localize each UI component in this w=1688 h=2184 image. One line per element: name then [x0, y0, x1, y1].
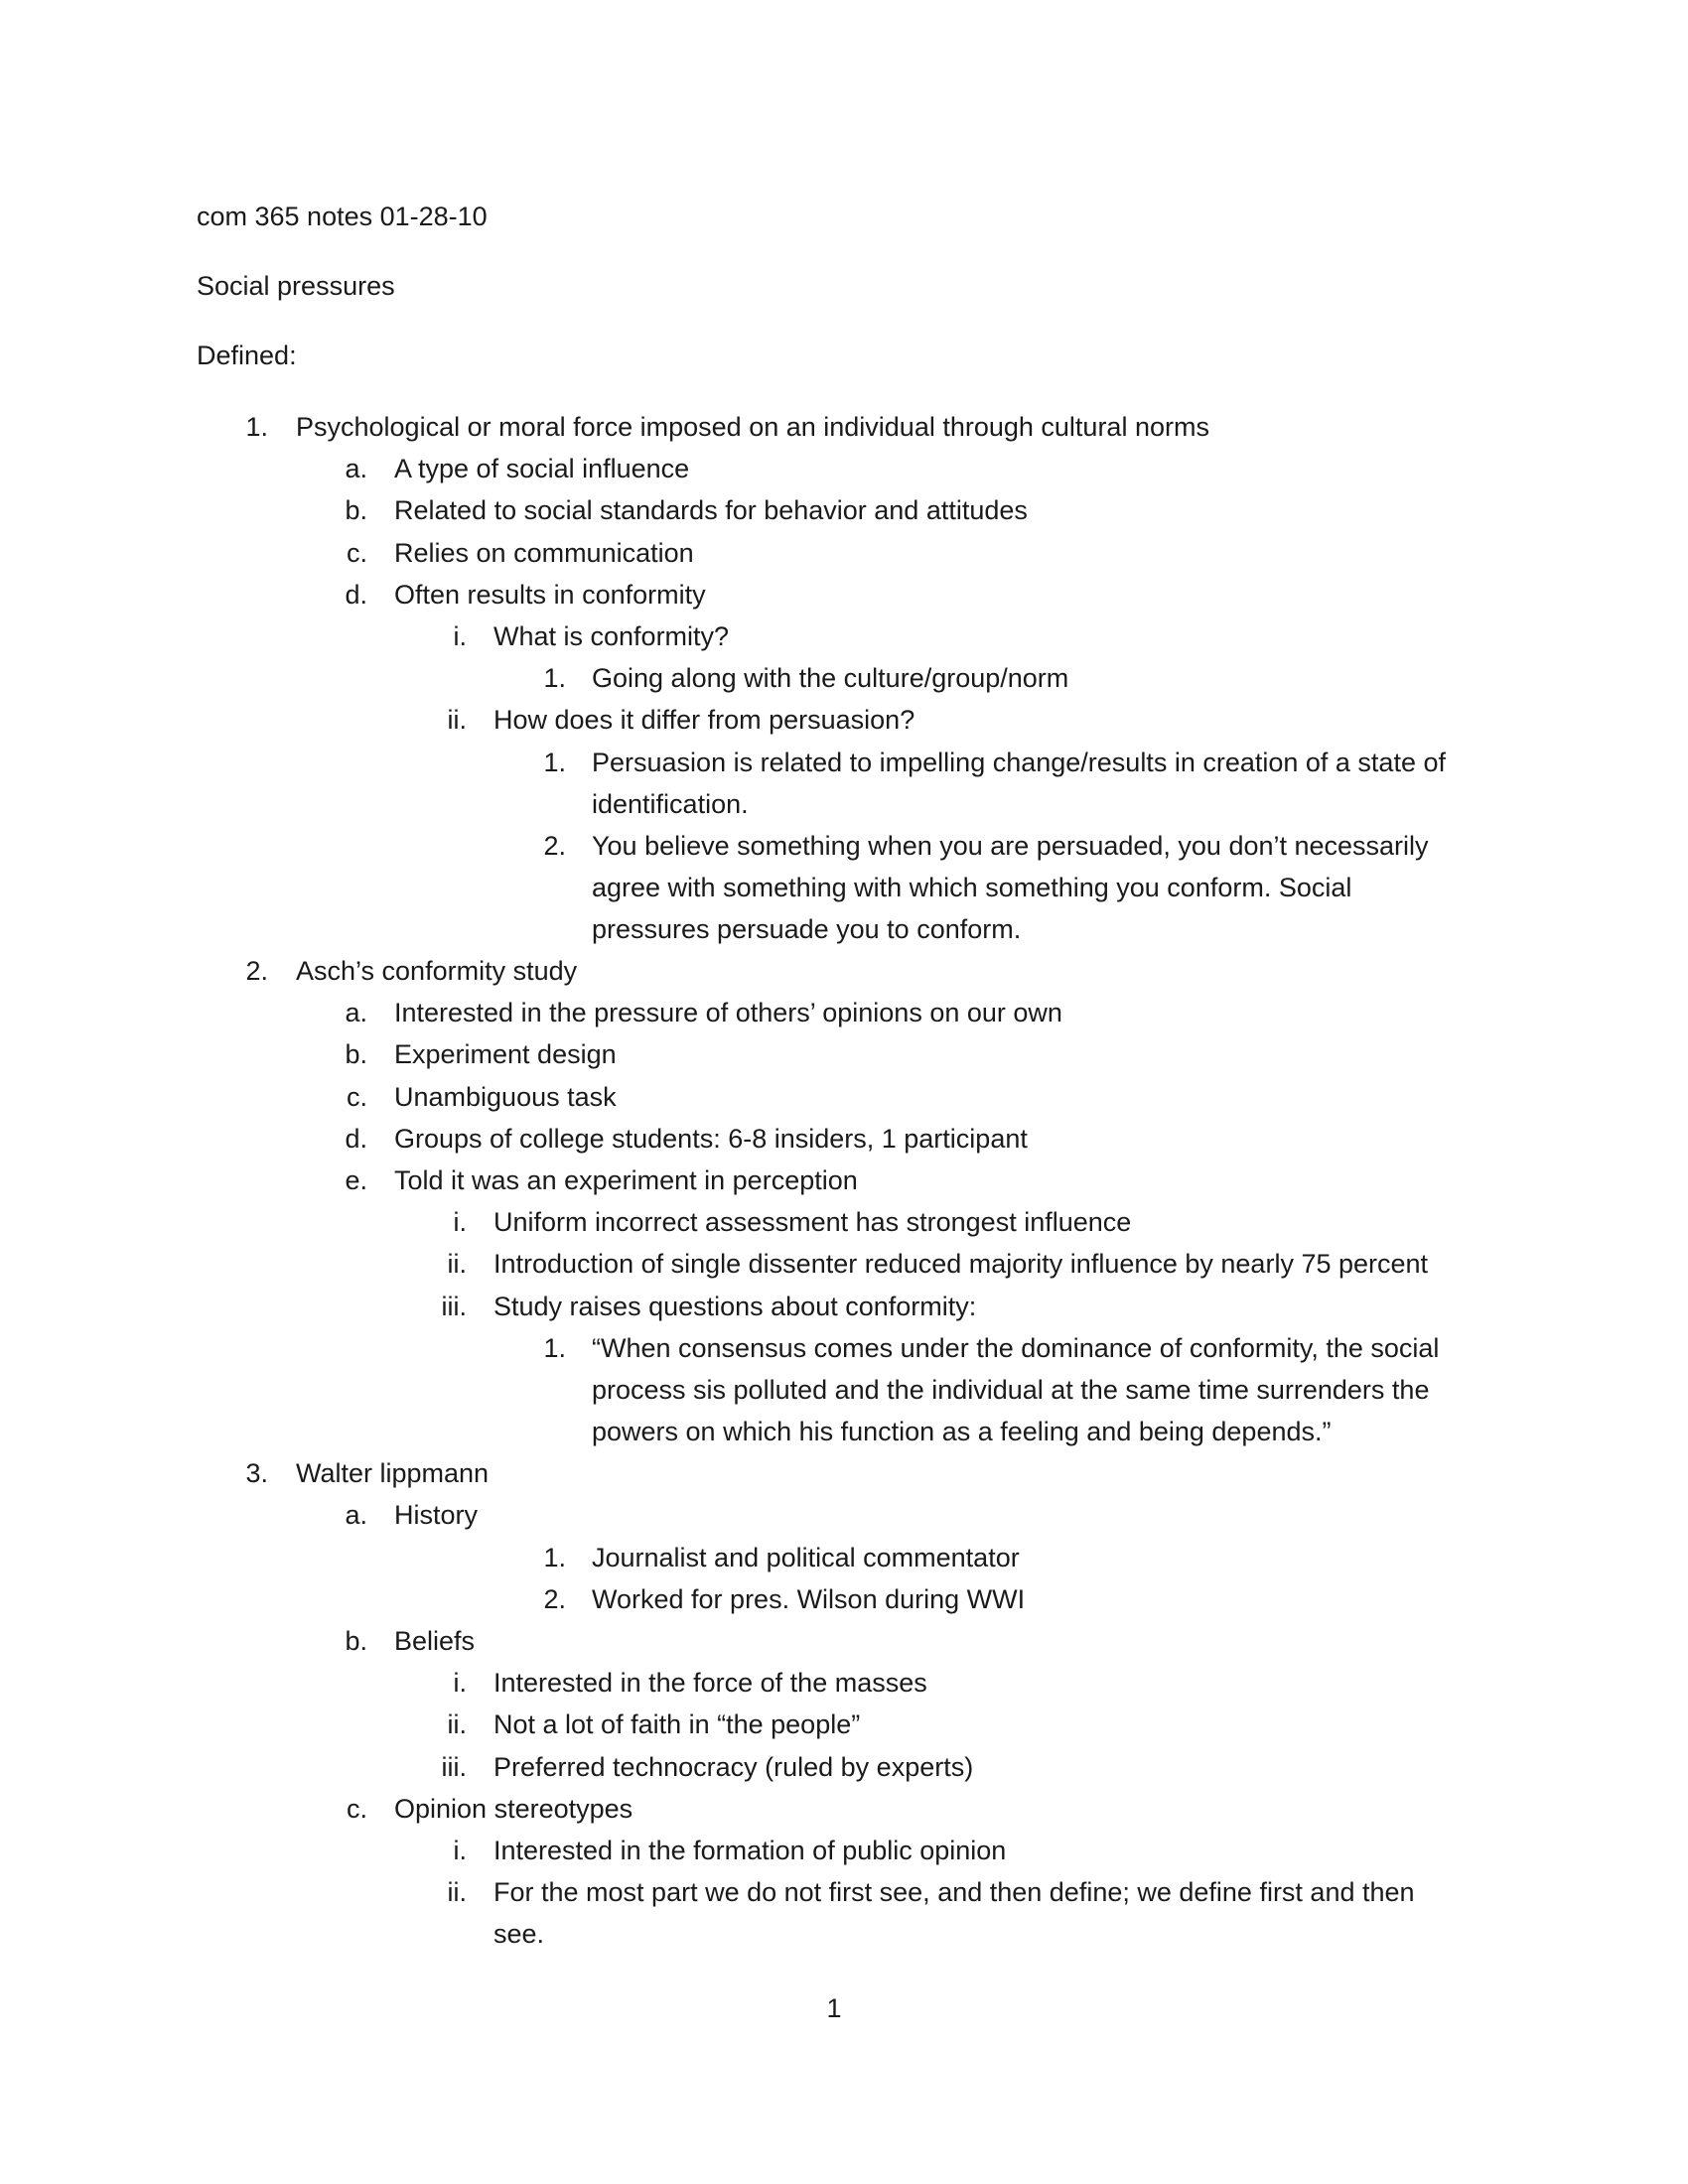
list-item-level3-continuation: see. [493, 1919, 545, 1949]
list-item-level2: Unambiguous task [394, 1082, 617, 1112]
list-item-level3: Interested in the force of the masses [493, 1668, 927, 1698]
list-item-level4-continuation: pressures persuade you to conform. [592, 914, 1022, 944]
list-marker: c. [346, 538, 367, 568]
list-item-level2: Told it was an experiment in perception [394, 1165, 858, 1195]
list-marker: i. [453, 1668, 467, 1698]
list-item-level2: Beliefs [394, 1626, 476, 1656]
list-marker: 2. [543, 831, 566, 861]
list-marker: 1. [543, 663, 566, 693]
list-marker: ii. [447, 1877, 467, 1907]
list-item-level2: Experiment design [394, 1039, 617, 1069]
list-item-level1: Psychological or moral force imposed on an individual through cultural norms [296, 412, 1209, 442]
list-item-level1: Asch’s conformity study [296, 956, 578, 986]
list-marker: 3. [245, 1458, 268, 1488]
list-marker: 1. [543, 748, 566, 777]
list-item-level2: Interested in the pressure of others’ opinions on our own [394, 998, 1062, 1027]
list-item-level4: Persuasion is related to impelling change/results in creation of a state of [592, 748, 1446, 777]
list-marker: ii. [447, 705, 467, 735]
list-marker: b. [345, 495, 367, 525]
list-item-level2: Relies on communication [394, 538, 694, 568]
list-marker: iii. [441, 1292, 467, 1321]
list-item-level3: Introduction of single dissenter reduced majority influence by nearly 75 percent [493, 1249, 1429, 1279]
list-item-level3: Study raises questions about conformity: [493, 1292, 977, 1321]
list-marker: a. [345, 1500, 367, 1530]
list-marker: b. [345, 1039, 367, 1069]
list-marker: a. [345, 454, 367, 483]
list-item-level3: Interested in the formation of public opinion [493, 1836, 1007, 1865]
document-title: com 365 notes 01-28-10 [197, 202, 488, 231]
list-marker: ii. [447, 1709, 467, 1739]
list-marker: c. [346, 1794, 367, 1824]
page-number: 1 [826, 1993, 842, 2023]
list-marker: i. [453, 621, 467, 651]
list-item-level2: Often results in conformity [394, 580, 706, 610]
list-marker: 2. [245, 956, 268, 986]
list-item-level2: Related to social standards for behavior and attitudes [394, 495, 1028, 525]
list-item-level3: What is conformity? [493, 621, 730, 651]
list-item-level2: Groups of college students: 6-8 insiders, 1 participant [394, 1124, 1028, 1154]
list-item-level4-continuation: agree with something with which something you conform. Social [592, 873, 1352, 902]
list-marker: ii. [447, 1249, 467, 1279]
list-item-level3: Uniform incorrect assessment has strongest influence [493, 1207, 1132, 1237]
list-item-level3: Preferred technocracy (ruled by experts) [493, 1752, 974, 1782]
list-item-level4-continuation: powers on which his function as a feeling and being depends.” [592, 1417, 1332, 1446]
list-item-level3: How does it differ from persuasion? [493, 705, 915, 735]
list-item-level3: For the most part we do not first see, and then define; we define first and then [493, 1877, 1415, 1907]
list-marker: 1. [543, 1333, 566, 1363]
list-marker: b. [345, 1626, 367, 1656]
list-item-level4-continuation: identification. [592, 789, 749, 819]
list-marker: i. [453, 1207, 467, 1237]
list-marker: 1. [245, 412, 268, 442]
list-item-level4: Worked for pres. Wilson during WWI [592, 1584, 1026, 1614]
list-item-level4: Journalist and political commentator [592, 1543, 1020, 1572]
defined-label: Defined: [197, 341, 297, 370]
list-item-level2: History [394, 1500, 479, 1530]
list-marker: iii. [441, 1752, 467, 1782]
list-marker: 2. [543, 1584, 566, 1614]
list-item-level1: Walter lippmann [296, 1458, 490, 1488]
list-marker: c. [346, 1082, 367, 1112]
list-marker: d. [345, 1124, 367, 1154]
list-item-level2: A type of social influence [394, 454, 690, 483]
list-marker: e. [345, 1165, 367, 1195]
list-item-level3: Not a lot of faith in “the people” [493, 1709, 861, 1739]
list-item-level4-continuation: process sis polluted and the individual at the same time surrenders the [592, 1375, 1430, 1405]
list-item-level4: Going along with the culture/group/norm [592, 663, 1069, 693]
section-heading: Social pressures [197, 271, 395, 301]
list-marker: i. [453, 1836, 467, 1865]
list-marker: a. [345, 998, 367, 1027]
list-item-level2: Opinion stereotypes [394, 1794, 633, 1824]
list-marker: 1. [543, 1543, 566, 1572]
list-item-level4: “When consensus comes under the dominance of conformity, the social [592, 1333, 1440, 1363]
list-marker: d. [345, 580, 367, 610]
list-item-level4: You believe something when you are persuaded, you don’t necessarily [592, 831, 1429, 861]
